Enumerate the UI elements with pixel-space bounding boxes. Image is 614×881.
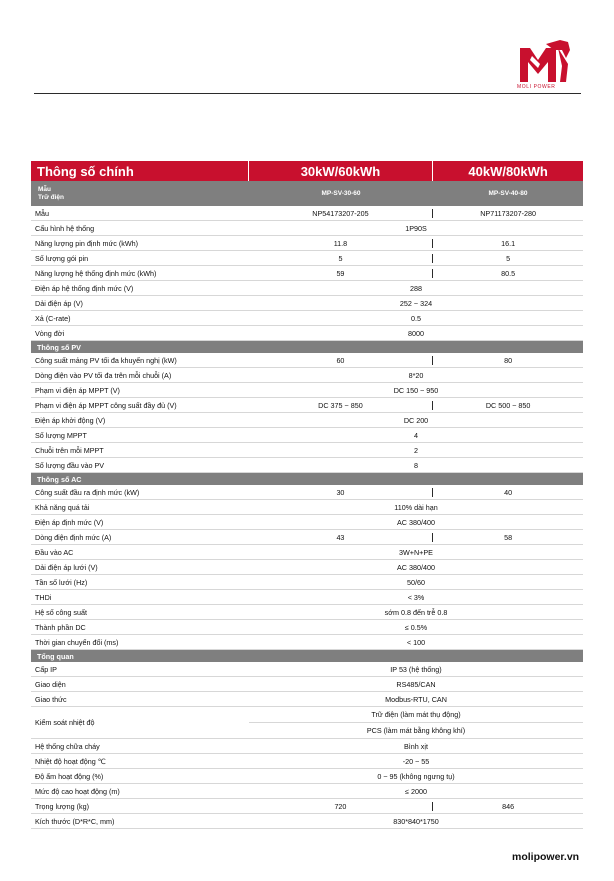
row-value-30: DC 375 ~ 850 — [318, 400, 363, 410]
row-value: RS485/CAN — [396, 679, 436, 689]
spec-table — [31, 161, 583, 829]
row-label: Phạm vi điện áp MPPT (V) — [35, 385, 120, 395]
row-value-40: 80 — [432, 356, 583, 365]
row-label: THDi — [35, 592, 52, 602]
row-value-40: 846 — [432, 802, 583, 811]
table-row — [31, 311, 583, 326]
table-row — [31, 739, 583, 754]
table-row — [31, 326, 583, 341]
row-value: 1P90S — [405, 223, 427, 233]
table-row — [31, 281, 583, 296]
row-label: Công suất đầu ra định mức (kW) — [35, 487, 140, 497]
row-value: ≤ 0.5% — [404, 622, 428, 632]
row-value-40: 80.5 — [432, 269, 583, 278]
row-value: Modbus-RTU, CAN — [385, 694, 447, 704]
table-row — [31, 545, 583, 560]
table-row — [31, 413, 583, 428]
table-row — [31, 635, 583, 650]
row-value: DC 200 — [403, 415, 429, 425]
ac-section — [31, 485, 583, 650]
row-label: Kiểm soát nhiệt độ — [35, 718, 95, 727]
table-row — [31, 620, 583, 635]
row-value: PCS (làm mát bằng không khí) — [249, 722, 583, 738]
row-label: Xả (C-rate) — [35, 313, 71, 323]
row-value-30: 11.8 — [333, 238, 348, 248]
row-label: Tần số lưới (Hz) — [35, 577, 88, 587]
table-row — [31, 754, 583, 769]
row-value: 8*20 — [408, 370, 424, 380]
row-label: Dòng điện vào PV tối đa trên mỗi chuỗi (A) — [35, 370, 172, 380]
row-label: Độ ẩm hoạt động (%) — [35, 771, 104, 781]
row-value: 50/60 — [407, 577, 425, 587]
website-url: molipower.vn — [512, 851, 580, 863]
row-label: Kích thước (D*R*C, mm) — [35, 816, 115, 826]
table-row — [31, 236, 583, 251]
column-title-40kw: 40kW/80kWh — [468, 163, 548, 179]
row-value-40: 5 — [432, 254, 583, 263]
row-value: 110% dài hạn — [394, 502, 438, 512]
battery-section — [31, 206, 583, 341]
table-row — [31, 428, 583, 443]
table-row — [31, 560, 583, 575]
row-label: Số lượng MPPT — [35, 430, 87, 440]
table-row-thermal — [31, 707, 583, 739]
row-label: Cấp IP — [35, 664, 57, 674]
table-row — [31, 590, 583, 605]
table-row — [31, 398, 583, 413]
table-row — [31, 443, 583, 458]
row-label: Trọng lượng (kg) — [35, 801, 89, 811]
row-label: Điện áp hệ thống định mức (V) — [35, 283, 134, 293]
table-row — [31, 458, 583, 473]
row-value: 4 — [414, 430, 418, 440]
model-label: Mẫu — [38, 185, 51, 193]
table-row — [31, 266, 583, 281]
table-row — [31, 605, 583, 620]
row-label: Công suất mảng PV tối đa khuyến nghị (kW) — [35, 355, 177, 365]
table-title: Thông số chính — [31, 161, 249, 181]
row-value: sớm 0.8 đến trễ 0.8 — [384, 607, 448, 617]
model-header-row — [31, 181, 583, 206]
table-row — [31, 769, 583, 784]
general-section-a — [31, 662, 583, 707]
storage-label: Trữ điện — [38, 193, 65, 201]
row-value: 0.5 — [411, 313, 421, 323]
table-row — [31, 353, 583, 368]
row-value: 2 — [414, 445, 418, 455]
row-value-30: 60 — [336, 355, 345, 365]
row-value-30: 59 — [336, 268, 345, 278]
table-row — [31, 784, 583, 799]
pv-section — [31, 353, 583, 473]
header-divider — [34, 93, 581, 94]
row-label: Giao diện — [35, 679, 66, 689]
row-label: Mức độ cao hoạt động (m) — [35, 786, 120, 796]
row-label: Dải điện áp lưới (V) — [35, 562, 98, 572]
row-value: 252 ~ 324 — [399, 298, 433, 308]
row-value: IP 53 (hệ thống) — [390, 664, 442, 674]
table-row — [31, 251, 583, 266]
row-value-30: NP54173207-205 — [312, 208, 369, 218]
model-code-40: MP-SV-40-80 — [488, 190, 528, 197]
row-label: Số lượng gói pin — [35, 253, 89, 263]
moli-power-logo — [516, 38, 572, 86]
row-label: Thành phần DC — [35, 622, 86, 632]
row-value-40: 58 — [432, 533, 583, 542]
section-title-pv: Thông số PV — [31, 341, 583, 353]
row-label: Phạm vi điện áp MPPT công suất đầy đủ (V) — [35, 400, 177, 410]
table-row — [31, 692, 583, 707]
section-title-general: Tổng quan — [31, 650, 583, 662]
model-code-30: MP-SV-30-60 — [321, 190, 361, 197]
row-value: 8000 — [408, 328, 424, 338]
row-label: Nhiệt độ hoạt động ℃ — [35, 756, 106, 766]
row-value: Trữ điện (làm mát thụ động) — [371, 710, 461, 719]
logo-mark-icon — [516, 38, 572, 86]
table-row — [31, 814, 583, 829]
row-value-30: 43 — [336, 532, 345, 542]
row-label: Số lượng đầu vào PV — [35, 460, 105, 470]
row-label: Năng lượng hệ thống định mức (kWh) — [35, 268, 157, 278]
row-value-40: 40 — [432, 488, 583, 497]
table-row — [31, 500, 583, 515]
row-value-40: DC 500 ~ 850 — [432, 401, 583, 410]
row-value-30: 5 — [338, 253, 343, 263]
row-label: Đầu vào AC — [35, 547, 74, 557]
row-value-40: 16.1 — [432, 239, 583, 248]
row-value: 288 — [410, 283, 422, 293]
row-label: Hệ số công suất — [35, 607, 87, 617]
row-value: Bình xịt — [404, 741, 428, 751]
table-row — [31, 383, 583, 398]
row-value: 830*840*1750 — [393, 816, 439, 826]
table-row — [31, 221, 583, 236]
row-value: 3W+N+PE — [399, 547, 433, 557]
row-value: 8 — [414, 460, 418, 470]
table-row — [31, 662, 583, 677]
row-value: ≤ 2000 — [405, 786, 427, 796]
table-row — [31, 799, 583, 814]
row-label: Hệ thống chữa cháy — [35, 741, 100, 751]
row-value-30: 720 — [334, 801, 347, 811]
row-label: Giao thức — [35, 694, 67, 704]
row-value: AC 380/400 — [397, 562, 435, 572]
row-label: Khả năng quá tải — [35, 502, 90, 512]
row-label: Dải điện áp (V) — [35, 298, 83, 308]
row-label: Điện áp định mức (V) — [35, 517, 104, 527]
table-title-row — [31, 161, 583, 181]
general-section-b — [31, 739, 583, 829]
column-title-30kw: 30kW/60kWh — [249, 161, 434, 181]
row-label: Dòng điện định mức (A) — [35, 532, 112, 542]
table-row — [31, 206, 583, 221]
row-label: Thời gian chuyển đổi (ms) — [35, 637, 119, 647]
row-label: Vòng đời — [35, 328, 65, 338]
row-label: Mẫu — [35, 208, 49, 218]
row-value-30: 30 — [336, 487, 345, 497]
table-row — [31, 296, 583, 311]
table-row — [31, 515, 583, 530]
row-value: 0 ~ 95 (không ngưng tụ) — [377, 771, 455, 781]
table-row — [31, 677, 583, 692]
table-row — [31, 485, 583, 500]
row-value: < 100 — [406, 637, 426, 647]
section-title-ac: Thông số AC — [31, 473, 583, 485]
row-value: < 3% — [407, 592, 425, 602]
logo-text: MOLI POWER — [517, 84, 556, 90]
row-value-40: NP71173207-280 — [432, 209, 583, 218]
row-label: Chuỗi trên mỗi MPPT — [35, 445, 104, 455]
row-value: DC 150 ~ 950 — [393, 385, 439, 395]
row-value: AC 380/400 — [397, 517, 435, 527]
table-row — [31, 575, 583, 590]
table-row — [31, 530, 583, 545]
row-value: -20 ~ 55 — [402, 756, 430, 766]
table-row — [31, 368, 583, 383]
row-label: Điện áp khởi động (V) — [35, 415, 106, 425]
row-label: Cấu hình hệ thống — [35, 223, 95, 233]
row-label: Năng lượng pin định mức (kWh) — [35, 238, 139, 248]
